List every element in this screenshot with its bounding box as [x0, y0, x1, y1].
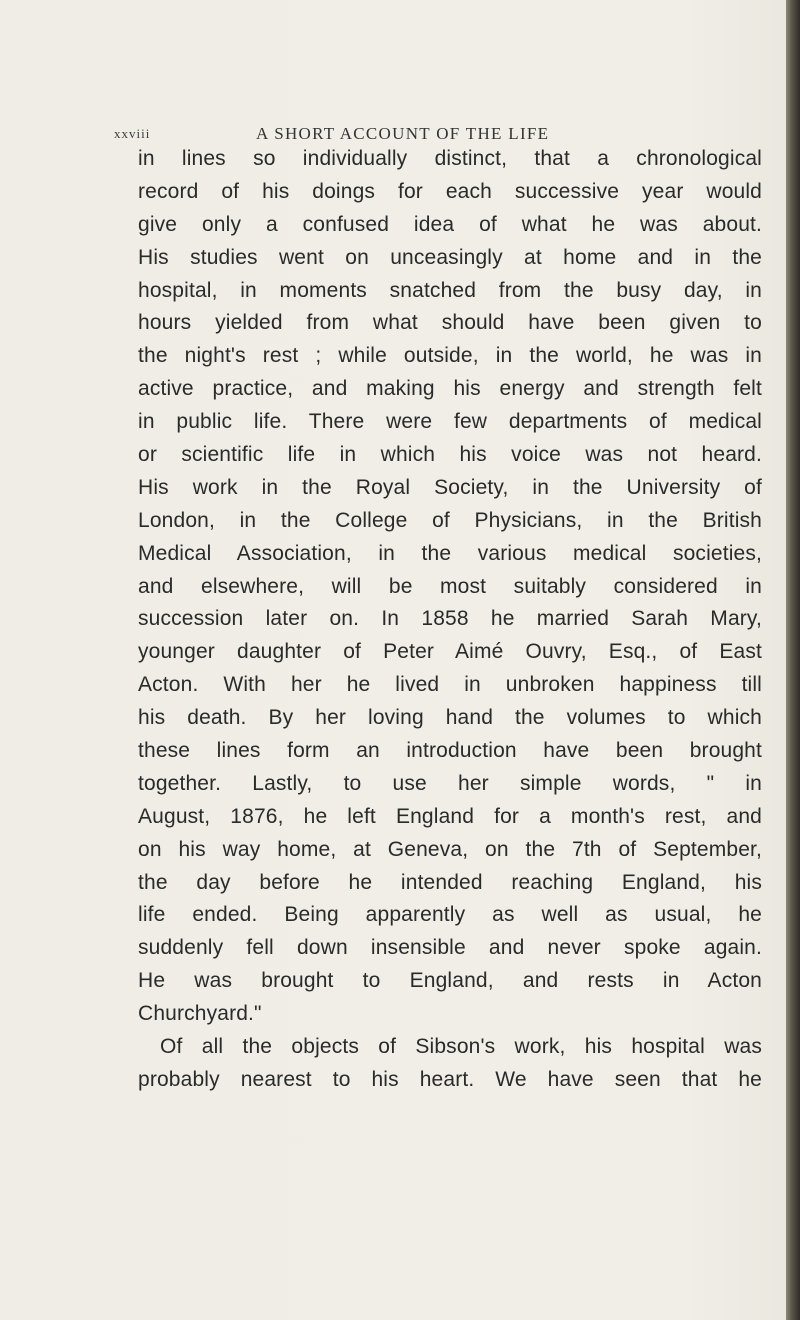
text-line: He was brought to England, and rests in Acton	[138, 969, 762, 993]
text-line: London, in the College of Physicians, in the British	[138, 508, 762, 532]
text-line: His studies went on unceasingly at home and in the	[138, 245, 762, 269]
text-line: suddenly fell down insensible and never spoke again.	[138, 936, 762, 960]
text-line: Churchyard."	[138, 1002, 262, 1026]
text-line: in public life. There were few departments of medical	[138, 410, 762, 434]
text-line: and elsewhere, will be most suitably considered in	[138, 574, 762, 598]
text-line: or scientific life in which his voice was not heard.	[138, 443, 762, 467]
text-line: life ended. Being apparently as well as usual, he	[138, 903, 762, 927]
text-line: the night's rest ; while outside, in the world, he was in	[138, 344, 762, 368]
text-line: on his way home, at Geneva, on the 7th of September,	[138, 837, 762, 861]
text-line: in lines so individually distinct, that a chronological	[138, 147, 762, 170]
paragraph-start-line: Of all the objects of Sibson's work, his hospital was	[160, 1035, 762, 1059]
text-line: the day before he intended reaching England, his	[138, 870, 762, 894]
text-line: active practice, and making his energy and strength felt	[138, 377, 762, 401]
text-line: younger daughter of Peter Aimé Ouvry, Esq., of East	[138, 640, 762, 664]
text-line: hospital, in moments snatched from the busy day, in	[138, 278, 762, 302]
text-line: together. Lastly, to use her simple words, " in	[138, 771, 762, 795]
text-line: hours yielded from what should have been given to	[138, 311, 762, 335]
text-line: these lines form an introduction have been brought	[138, 739, 762, 763]
text-line: record of his doings for each successive year would	[138, 179, 762, 203]
text-line: succession later on. In 1858 he married Sarah Mary,	[138, 607, 762, 631]
text-line: his death. By her loving hand the volumes to which	[138, 706, 762, 730]
body-text	[138, 143, 762, 1097]
text-line: give only a confused idea of what he was about.	[138, 212, 762, 236]
text-line: August, 1876, he left England for a month's rest, and	[138, 804, 762, 828]
text-line: Medical Association, in the various medical societies,	[138, 541, 762, 565]
text-line: His work in the Royal Society, in the University of	[138, 475, 762, 499]
text-line: probably nearest to his heart. We have seen that he	[138, 1067, 762, 1091]
text-line: Acton. With her he lived in unbroken happiness till	[138, 673, 762, 697]
page-number: xxviii	[114, 126, 151, 141]
page-edge-shadow	[786, 0, 800, 1320]
running-head: A SHORT ACCOUNT OF THE LIFE	[256, 124, 550, 143]
